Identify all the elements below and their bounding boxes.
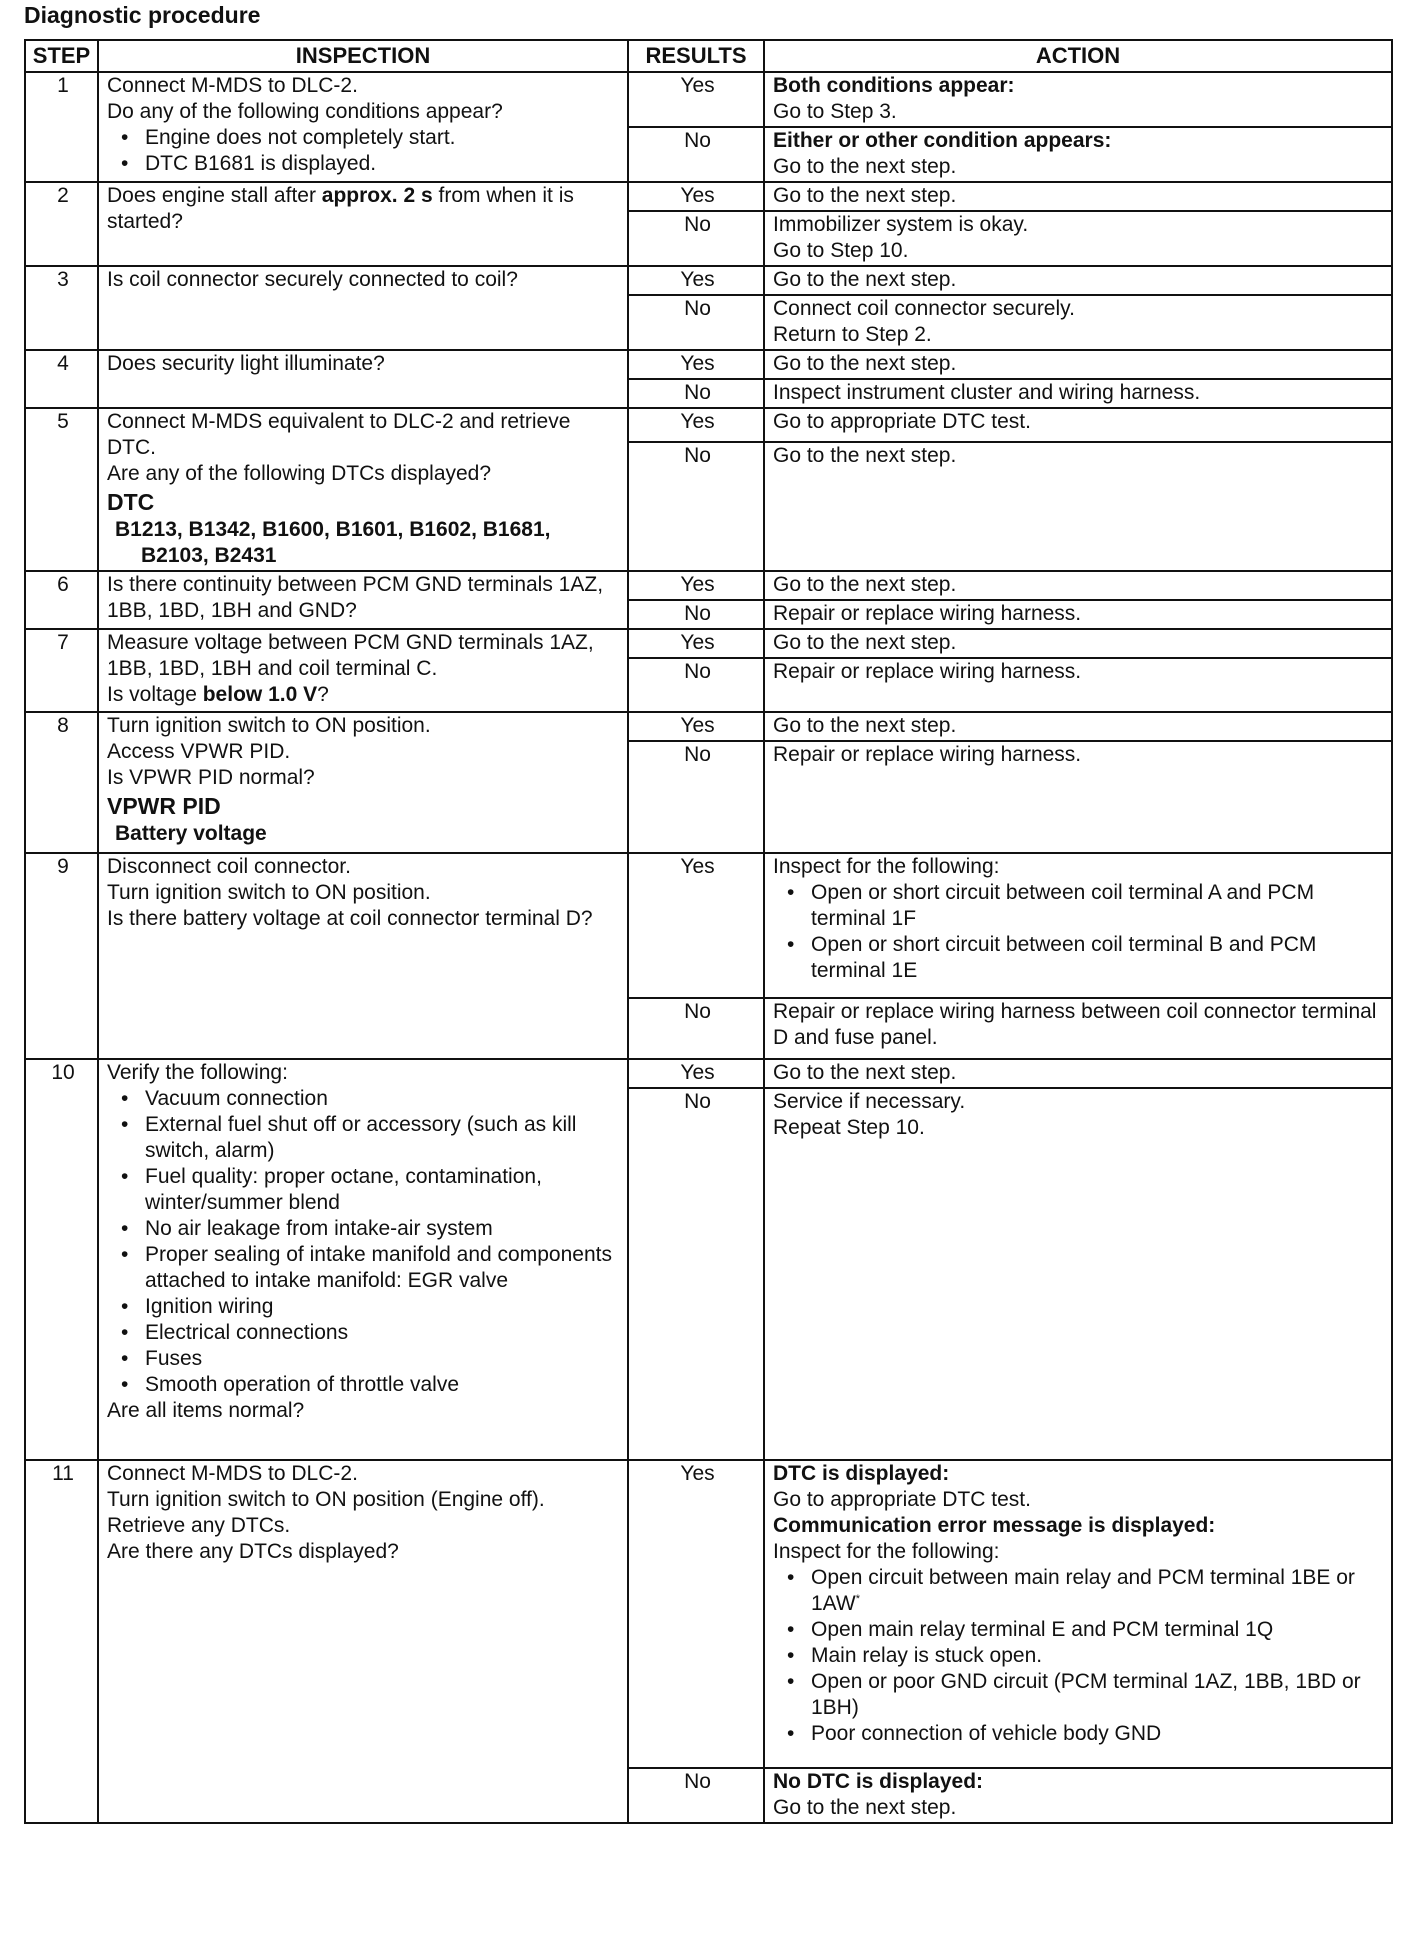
- spec-title: DTC: [107, 489, 155, 515]
- action-text: Inspect for the following:: [773, 1540, 1000, 1563]
- table-row: [25, 571, 1392, 600]
- inspection-emphasis: approx. 2 s: [321, 184, 433, 207]
- result-yes: Yes: [628, 712, 764, 741]
- table-row: [25, 1059, 1392, 1088]
- result-yes: Yes: [628, 1059, 764, 1088]
- result-no: No: [628, 1768, 764, 1823]
- result-no: No: [628, 379, 764, 408]
- list-item: • External fuel shut off or accessory (such as kill switch, alarm): [117, 1112, 622, 1164]
- table-row: [25, 350, 1392, 379]
- inspection-cell: [98, 1059, 628, 1460]
- result-yes: Yes: [628, 72, 764, 127]
- step-number: 3: [25, 266, 98, 350]
- inspection-text: Is VPWR PID normal?: [107, 766, 315, 789]
- inspection-text: Is there battery voltage at coil connector terminal D?: [107, 907, 593, 930]
- list-item: • Fuses: [117, 1346, 622, 1372]
- result-no: No: [628, 741, 764, 853]
- list-item: • Engine does not completely start.: [117, 125, 622, 151]
- inspection-cell: [98, 408, 628, 571]
- inspection-text: from when it is started?: [107, 184, 574, 233]
- inspection-text: Turn ignition switch to ON position.: [107, 714, 431, 737]
- inspection-text: Connect M-MDS to DLC-2.: [107, 74, 358, 97]
- result-yes: Yes: [628, 408, 764, 442]
- action-heading: Either or other condition appears:: [773, 129, 1112, 152]
- inspection-emphasis: below 1.0 V: [202, 683, 318, 706]
- footnote-mark: *: [855, 1593, 861, 1605]
- action-cell: [764, 295, 1392, 350]
- step-number: 7: [25, 629, 98, 712]
- action-cell: Go to the next step.: [764, 712, 1392, 741]
- inspection-cell: [98, 1460, 628, 1823]
- action-cell: [764, 72, 1392, 127]
- action-cell: Go to the next step.: [764, 629, 1392, 658]
- list-item: • Vacuum connection: [117, 1086, 622, 1112]
- action-text: Go to the next step.: [773, 155, 957, 178]
- action-list: [773, 880, 1386, 984]
- action-cell: [764, 127, 1392, 182]
- inspection-text: Are any of the following DTCs displayed?: [107, 462, 492, 485]
- list-item: • Poor connection of vehicle body GND: [783, 1721, 1386, 1747]
- step-number: 2: [25, 182, 98, 266]
- action-cell: Repair or replace wiring harness.: [764, 658, 1392, 712]
- inspection-text: Connect M-MDS equivalent to DLC-2 and retrieve DTC.: [107, 410, 571, 459]
- action-cell: Go to the next step.: [764, 266, 1392, 295]
- dtc-list: B2103, B2431: [141, 544, 277, 567]
- action-cell: Go to the next step.: [764, 350, 1392, 379]
- action-heading: No DTC is displayed:: [773, 1770, 984, 1793]
- table-row: [25, 712, 1392, 741]
- inspection-text: Turn ignition switch to ON position.: [107, 881, 431, 904]
- inspection-text: Do any of the following conditions appear?: [107, 100, 503, 123]
- result-no: No: [628, 998, 764, 1059]
- action-heading: Both conditions appear:: [773, 74, 1015, 97]
- action-heading: DTC is displayed:: [773, 1462, 950, 1485]
- result-yes: Yes: [628, 629, 764, 658]
- step-number: 8: [25, 712, 98, 853]
- result-yes: Yes: [628, 182, 764, 211]
- result-no: No: [628, 600, 764, 629]
- table-row: [25, 266, 1392, 295]
- list-item: • Proper sealing of intake manifold and components attached to intake manifold: EGR valve: [117, 1242, 622, 1294]
- action-cell: [764, 1460, 1392, 1768]
- table-row: [25, 853, 1392, 998]
- step-number: 9: [25, 853, 98, 1059]
- action-text: Return to Step 2.: [773, 323, 932, 346]
- list-item: • Smooth operation of throttle valve: [117, 1372, 622, 1398]
- inspection-text: Are there any DTCs displayed?: [107, 1540, 399, 1563]
- table-row: [25, 629, 1392, 658]
- inspection-text: Verify the following:: [107, 1061, 288, 1084]
- inspection-text: Are all items normal?: [107, 1399, 305, 1422]
- inspection-text: Turn ignition switch to ON position (Engine off).: [107, 1488, 545, 1511]
- table-header-row: [25, 40, 1392, 72]
- list-item: • Open or poor GND circuit (PCM terminal 1AZ, 1BB, 1BD or 1BH): [783, 1669, 1386, 1721]
- action-cell: [764, 211, 1392, 266]
- list-item: • Ignition wiring: [117, 1294, 622, 1320]
- diagnostic-table: [24, 39, 1393, 1824]
- result-no: No: [628, 127, 764, 182]
- inspection-cell: [98, 182, 628, 266]
- result-no: No: [628, 211, 764, 266]
- action-cell: Repair or replace wiring harness.: [764, 600, 1392, 629]
- action-cell: Go to the next step.: [764, 442, 1392, 571]
- step-number: 10: [25, 1059, 98, 1460]
- action-list: [773, 1565, 1386, 1747]
- action-text: Go to Step 3.: [773, 100, 897, 123]
- action-text: Immobilizer system is okay.: [773, 213, 1029, 236]
- inspection-cell: Is coil connector securely connected to coil?: [98, 266, 628, 350]
- action-cell: [764, 1088, 1392, 1460]
- inspection-list: [107, 1086, 622, 1398]
- spec-value: Battery voltage: [115, 822, 267, 845]
- action-text: Go to Step 10.: [773, 239, 909, 262]
- action-cell: Go to the next step.: [764, 182, 1392, 211]
- result-yes: Yes: [628, 571, 764, 600]
- action-cell: Go to the next step.: [764, 1059, 1392, 1088]
- result-no: No: [628, 1088, 764, 1460]
- inspection-cell: [98, 853, 628, 1059]
- list-item: [783, 1565, 1386, 1617]
- result-no: No: [628, 658, 764, 712]
- list-item: • Open or short circuit between coil terminal A and PCM terminal 1F: [783, 880, 1386, 932]
- action-cell: Repair or replace wiring harness between coil connector terminal D and fuse panel.: [764, 998, 1392, 1059]
- inspection-cell: [98, 629, 628, 712]
- result-yes: Yes: [628, 266, 764, 295]
- action-text: Connect coil connector securely.: [773, 297, 1075, 320]
- header-action: ACTION: [764, 40, 1392, 72]
- list-item: • No air leakage from intake-air system: [117, 1216, 622, 1242]
- header-step: STEP: [25, 40, 98, 72]
- action-text: Repeat Step 10.: [773, 1116, 925, 1139]
- table-row: [25, 72, 1392, 127]
- inspection-text: ?: [317, 683, 329, 706]
- action-text: Service if necessary.: [773, 1090, 966, 1113]
- step-number: 11: [25, 1460, 98, 1823]
- result-yes: Yes: [628, 350, 764, 379]
- step-number: 6: [25, 571, 98, 629]
- inspection-text: Connect M-MDS to DLC-2.: [107, 1462, 358, 1485]
- result-no: No: [628, 295, 764, 350]
- action-text: Go to appropriate DTC test.: [773, 1488, 1031, 1511]
- inspection-text: Access VPWR PID.: [107, 740, 291, 763]
- inspection-text: Is voltage: [107, 683, 203, 706]
- inspection-text: Retrieve any DTCs.: [107, 1514, 291, 1537]
- list-item: • Open or short circuit between coil terminal B and PCM terminal 1E: [783, 932, 1386, 984]
- table-row: [25, 408, 1392, 442]
- header-inspection: INSPECTION: [98, 40, 628, 72]
- result-yes: Yes: [628, 853, 764, 998]
- action-cell: Go to the next step.: [764, 571, 1392, 600]
- inspection-cell: Does security light illuminate?: [98, 350, 628, 408]
- inspection-text: Does engine stall after: [107, 184, 322, 207]
- action-cell: Repair or replace wiring harness.: [764, 741, 1392, 853]
- spec-title: VPWR PID: [107, 793, 221, 819]
- page-title: Diagnostic procedure: [24, 2, 261, 28]
- action-heading: Communication error message is displayed:: [773, 1514, 1216, 1537]
- step-number: 4: [25, 350, 98, 408]
- list-item: • Main relay is stuck open.: [783, 1643, 1386, 1669]
- inspection-text: Disconnect coil connector.: [107, 855, 351, 878]
- result-no: No: [628, 442, 764, 571]
- result-yes: Yes: [628, 1460, 764, 1768]
- table-row: [25, 1460, 1392, 1768]
- action-cell: Inspect instrument cluster and wiring harness.: [764, 379, 1392, 408]
- step-number: 5: [25, 408, 98, 571]
- inspection-cell: Is there continuity between PCM GND terminals 1AZ, 1BB, 1BD, 1BH and GND?: [98, 571, 628, 629]
- inspection-list: [107, 125, 622, 177]
- inspection-cell: [98, 72, 628, 182]
- action-cell: Go to appropriate DTC test.: [764, 408, 1392, 442]
- action-text: Inspect for the following:: [773, 855, 1000, 878]
- table-row: [25, 182, 1392, 211]
- header-results: RESULTS: [628, 40, 764, 72]
- dtc-list: B1213, B1342, B1600, B1601, B1602, B1681,: [115, 518, 551, 541]
- list-item: • Electrical connections: [117, 1320, 622, 1346]
- action-cell: [764, 1768, 1392, 1823]
- action-text: Go to the next step.: [773, 1796, 957, 1819]
- action-cell: [764, 853, 1392, 998]
- list-item: • Fuel quality: proper octane, contamination, winter/summer blend: [117, 1164, 622, 1216]
- step-number: 1: [25, 72, 98, 182]
- list-item: • DTC B1681 is displayed.: [117, 151, 622, 177]
- list-item-text: Open circuit between main relay and PCM terminal 1BE or 1AW: [811, 1566, 1355, 1615]
- inspection-text: Measure voltage between PCM GND terminals 1AZ, 1BB, 1BD, 1BH and coil terminal C.: [107, 631, 594, 680]
- inspection-cell: [98, 712, 628, 853]
- list-item: • Open main relay terminal E and PCM terminal 1Q: [783, 1617, 1386, 1643]
